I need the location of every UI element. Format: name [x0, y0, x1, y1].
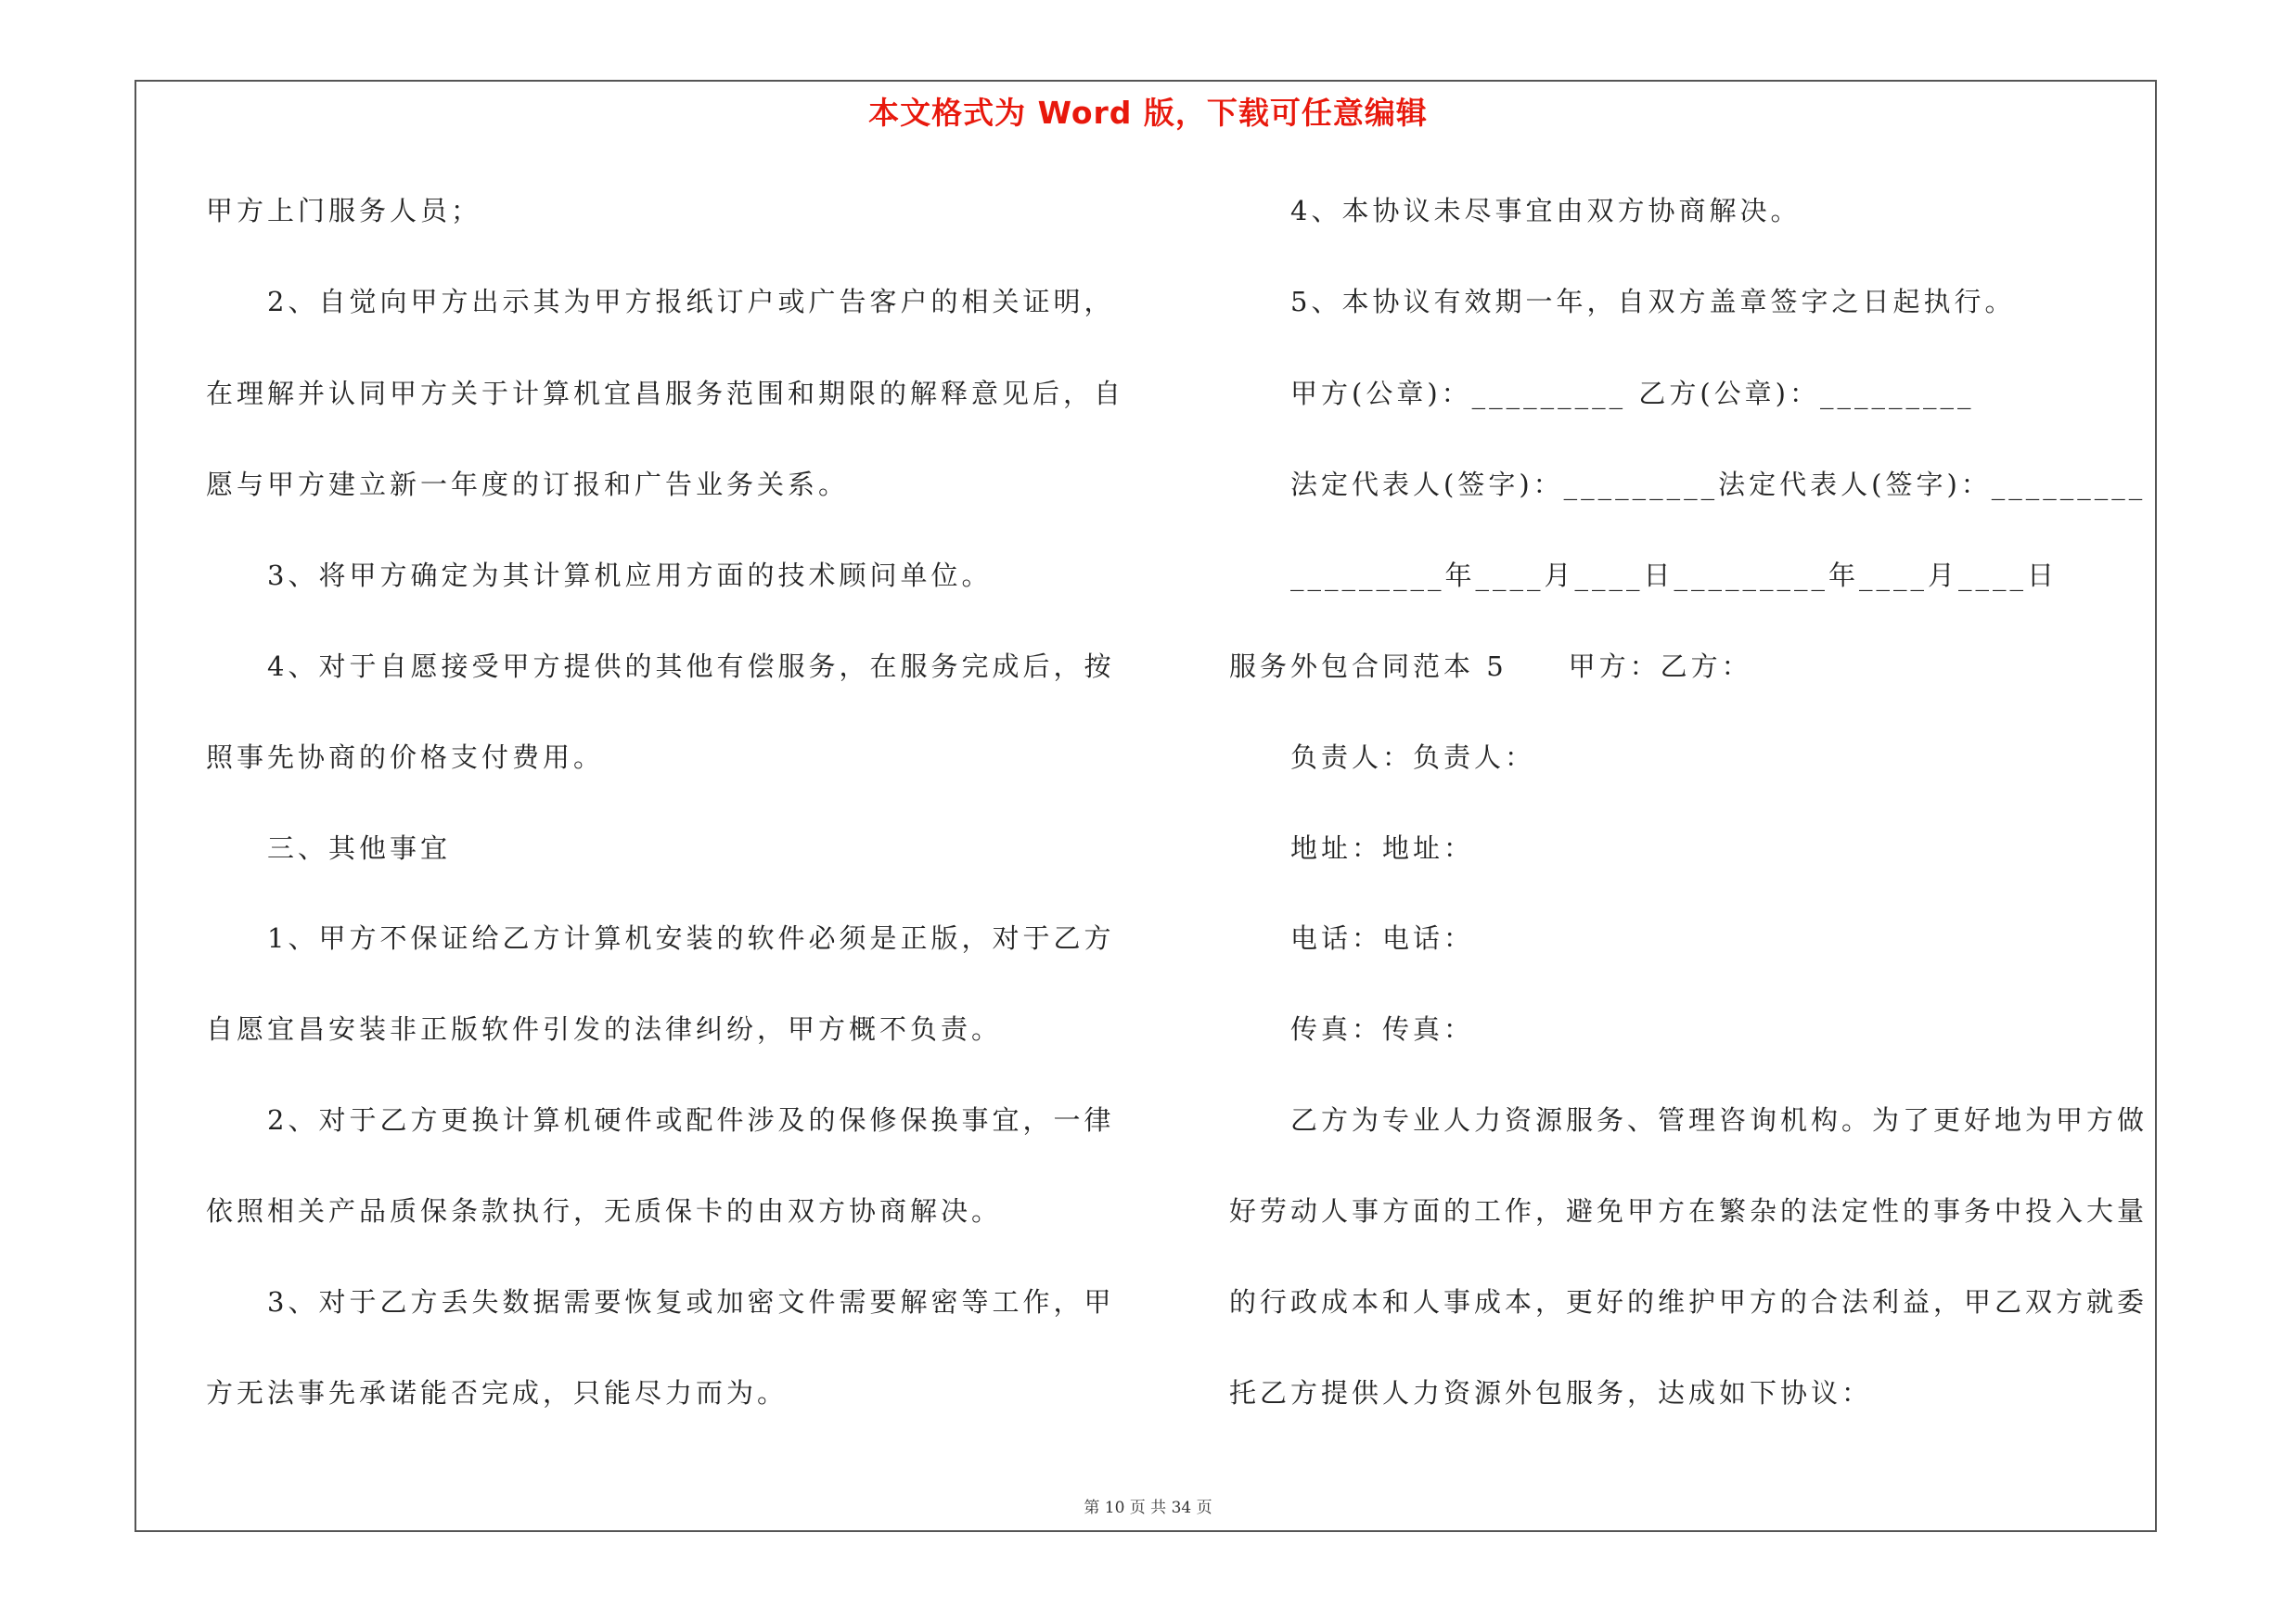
left-line-14: 方无法事先承诺能否完成，只能尽力而为。: [206, 1377, 789, 1409]
right-line-13: 的行政成本和人事成本，更好的维护甲方的合法利益，甲乙双方就委: [1229, 1286, 2148, 1318]
left-line-4: 愿与甲方建立新一年度的订报和广告业务关系。: [206, 469, 850, 500]
party-seal-line: 甲方(公章)：_________ 乙方(公章)：_________: [1290, 378, 1975, 409]
responsible-person-line: 负责人：负责人：: [1290, 741, 1536, 773]
left-line-7: 照事先协商的价格支付费用。: [206, 741, 605, 773]
left-section-heading: 三、其他事宜: [267, 832, 452, 864]
left-line-1: 甲方上门服务人员；: [206, 195, 482, 226]
left-line-6: 4、对于自愿接受甲方提供的其他有偿服务，在服务完成后，按: [267, 650, 1115, 682]
right-line-2: 5、本协议有效期一年，自双方盖章签字之日起执行。: [1290, 286, 2016, 317]
right-line-11: 乙方为专业人力资源服务、管理咨询机构。为了更好地为甲方做: [1290, 1104, 2148, 1136]
legal-rep-signature-line: 法定代表人(签字)：_________法定代表人(签字)：_________: [1290, 469, 2147, 500]
date-line: _________年____月____日_________年____月____日: [1290, 560, 2059, 591]
left-line-11: 2、对于乙方更换计算机硬件或配件涉及的保修保换事宜，一律: [267, 1104, 1115, 1136]
left-line-13: 3、对于乙方丢失数据需要恢复或加密文件需要解密等工作，甲: [267, 1286, 1115, 1318]
address-line: 地址：地址：: [1290, 832, 1475, 864]
word-format-banner: 本文格式为 Word 版，下载可任意编辑: [868, 95, 1428, 131]
left-line-9: 1、甲方不保证给乙方计算机安装的软件必须是正版，对于乙方: [267, 922, 1115, 954]
left-line-3: 在理解并认同甲方关于计算机宜昌服务范围和期限的解释意见后，自: [206, 378, 1125, 409]
right-line-1: 4、本协议未尽事宜由双方协商解决。: [1290, 195, 1802, 226]
left-line-12: 依照相关产品质保条款执行，无质保卡的由双方协商解决。: [206, 1195, 1003, 1227]
right-line-12: 好劳动人事方面的工作，避免甲方在繁杂的法定性的事务中投入大量: [1229, 1195, 2148, 1227]
phone-line: 电话：电话：: [1290, 922, 1475, 954]
fax-line: 传真：传真：: [1290, 1013, 1475, 1045]
left-line-5: 3、将甲方确定为其计算机应用方面的技术顾问单位。: [267, 560, 993, 591]
page-number-footer: 第 10 页 共 34 页: [1084, 1499, 1212, 1517]
right-line-14: 托乙方提供人力资源外包服务，达成如下协议：: [1229, 1377, 1873, 1409]
contract-sample-heading: 服务外包合同范本 5 甲方：乙方：: [1229, 650, 1752, 682]
left-line-10: 自愿宜昌安装非正版软件引发的法律纠纷，甲方概不负责。: [206, 1013, 1003, 1045]
left-line-2: 2、自觉向甲方出示其为甲方报纸订户或广告客户的相关证明，: [267, 286, 1115, 317]
